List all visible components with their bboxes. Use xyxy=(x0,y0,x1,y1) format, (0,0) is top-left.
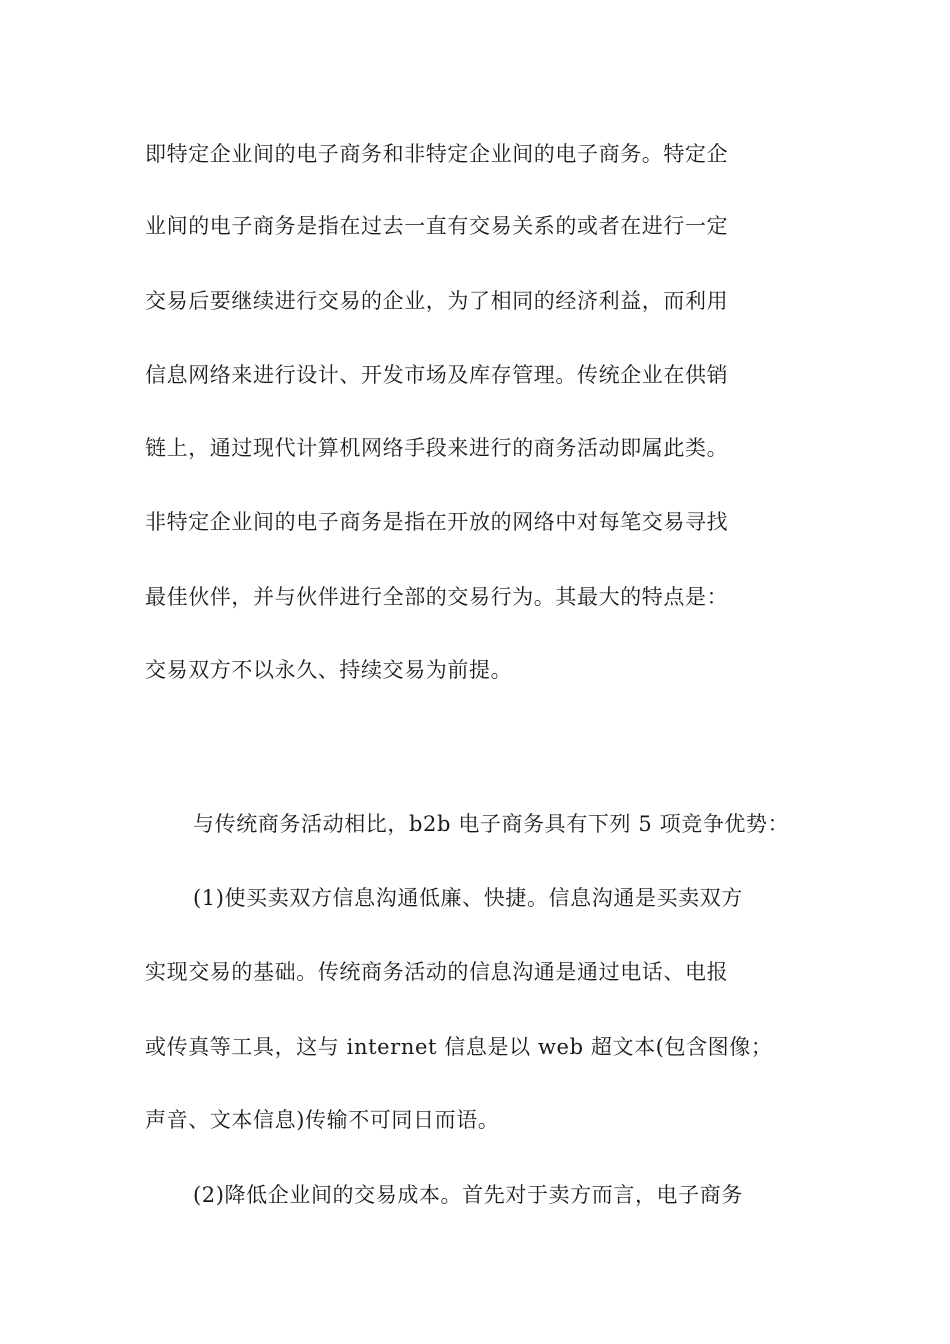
text-line: 最佳伙伴，并与伙伴进行全部的交易行为。其最大的特点是： xyxy=(145,585,729,609)
text-line: 业间的电子商务是指在过去一直有交易关系的或者在进行一定 xyxy=(145,214,729,238)
text-line: 或传真等工具，这与 internet 信息是以 web 超文本(包含图像； xyxy=(145,1035,773,1059)
text-line: 交易双方不以永久、持续交易为前提。 xyxy=(145,658,513,682)
text-line: 链上，通过现代计算机网络手段来进行的商务活动即属此类。 xyxy=(145,436,729,460)
text-line: 非特定企业间的电子商务是指在开放的网络中对每笔交易寻找 xyxy=(145,510,729,534)
text-line: 声音、文本信息)传输不可同日而语。 xyxy=(145,1108,500,1132)
text-line: (2)降低企业间的交易成本。首先对于卖方而言，电子商务 xyxy=(193,1183,743,1207)
text-line: 交易后要继续进行交易的企业，为了相同的经济利益，而利用 xyxy=(145,289,729,313)
text-line: 信息网络来进行设计、开发市场及库存管理。传统企业在供销 xyxy=(145,363,729,387)
text-line: (1)使买卖双方信息沟通低廉、快捷。信息沟通是买卖双方 xyxy=(193,886,743,910)
text-line: 即特定企业间的电子商务和非特定企业间的电子商务。特定企 xyxy=(145,142,729,166)
text-line: 与传统商务活动相比，b2b 电子商务具有下列 5 项竞争优势： xyxy=(193,812,790,836)
text-line: 实现交易的基础。传统商务活动的信息沟通是通过电话、电报 xyxy=(145,960,729,984)
